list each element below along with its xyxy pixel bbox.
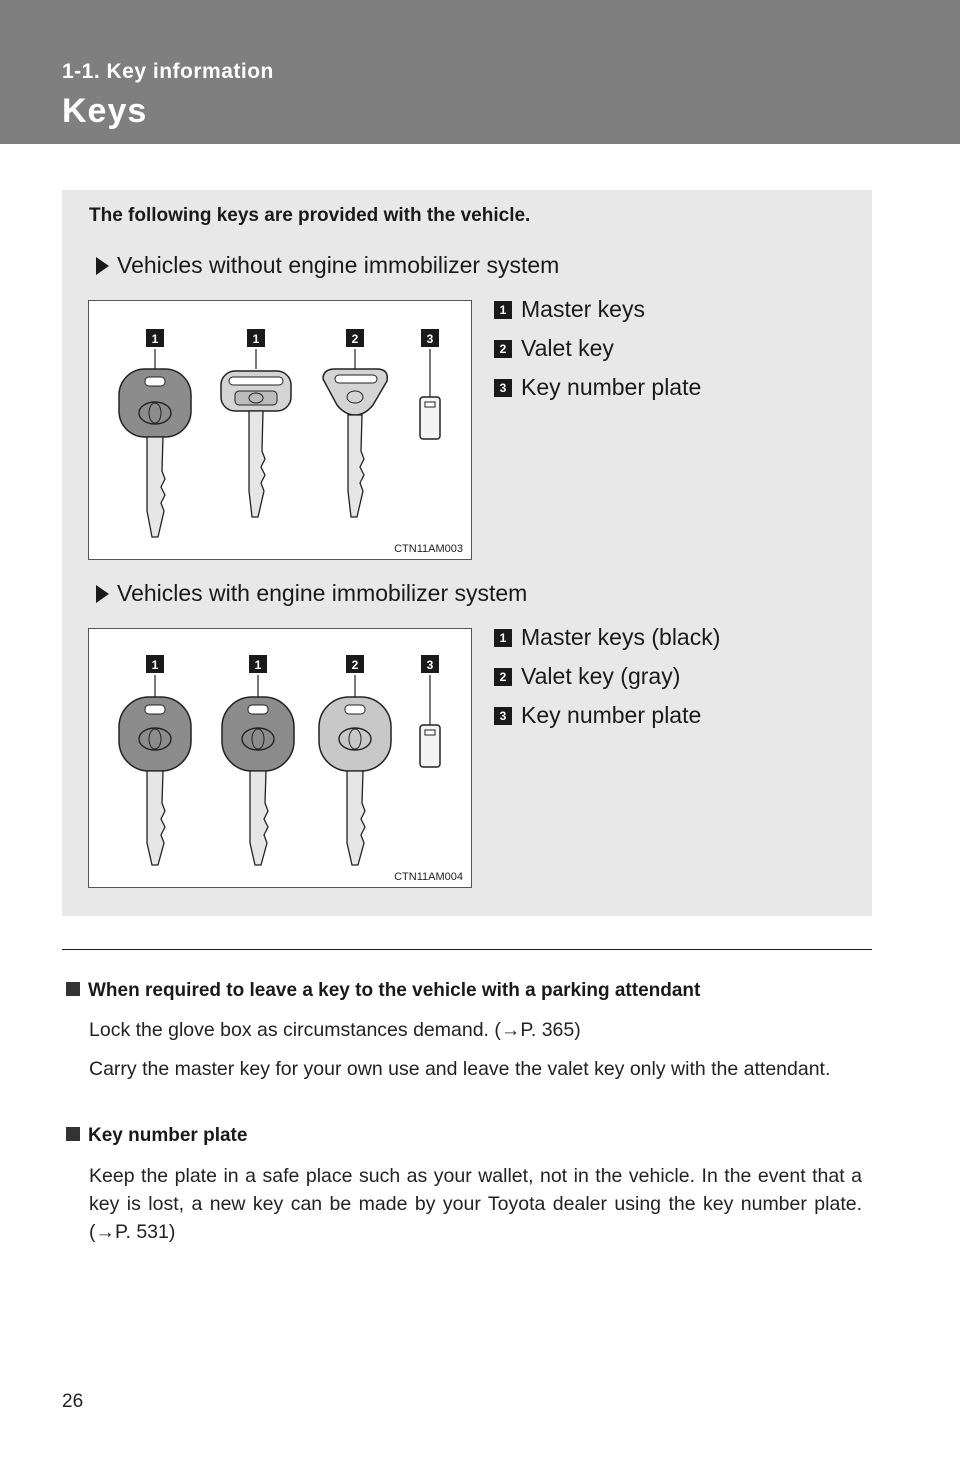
variant-label-text: Vehicles with engine immobilizer system xyxy=(117,580,528,606)
number-badge-icon: 3 xyxy=(494,707,512,725)
chapter-header xyxy=(0,0,960,144)
legend-with-immobilizer xyxy=(494,618,720,735)
legend-item xyxy=(494,657,720,696)
legend-text: Valet key xyxy=(521,335,614,361)
svg-text:3: 3 xyxy=(426,332,434,346)
legend-without-immobilizer xyxy=(494,290,701,407)
square-bullet-icon xyxy=(66,982,80,996)
callout-1b xyxy=(247,329,265,369)
master-key-flat-icon xyxy=(221,371,291,517)
number-badge-icon: 1 xyxy=(494,301,512,319)
keys-illustration xyxy=(89,301,473,561)
pointer-arrow-icon xyxy=(96,257,109,275)
number-badge-icon: 1 xyxy=(494,629,512,647)
number-badge-icon: 2 xyxy=(494,668,512,686)
master-key-icon xyxy=(119,369,191,537)
callout-3 xyxy=(421,329,439,397)
svg-text:3: 3 xyxy=(426,658,434,672)
legend-text: Key number plate xyxy=(521,374,702,400)
variant-label-text: Vehicles without engine immobilizer system xyxy=(117,252,560,278)
page-title: Keys xyxy=(62,92,148,130)
callout-1b xyxy=(249,655,267,697)
legend-text: Key number plate xyxy=(521,702,702,728)
section-divider xyxy=(62,949,872,950)
note-paragraph: Carry the master key for your own use and leave the valet key only with the attendant. xyxy=(89,1058,831,1080)
legend-item xyxy=(494,618,720,657)
svg-text:1: 1 xyxy=(252,332,260,346)
figure-code: CTN11AM003 xyxy=(394,543,463,555)
pointer-arrow-icon xyxy=(96,585,109,603)
callout-1a xyxy=(146,655,164,697)
square-bullet-icon xyxy=(66,1127,80,1141)
svg-text:1: 1 xyxy=(254,658,262,672)
legend-text: Valet key (gray) xyxy=(521,663,681,689)
note-heading-text: Key number plate xyxy=(88,1125,248,1146)
note-heading-key-number-plate xyxy=(66,1125,247,1147)
svg-text:1: 1 xyxy=(151,332,159,346)
callout-1a xyxy=(146,329,164,371)
key-figure-with-immobilizer xyxy=(88,628,472,888)
note-heading-text: When required to leave a key to the vehicle with a parking attendant xyxy=(88,980,701,1001)
callout-3 xyxy=(421,655,439,725)
legend-item xyxy=(494,696,720,735)
master-key-black-icon xyxy=(222,697,294,865)
key-figure-without-immobilizer xyxy=(88,300,472,560)
intro-text: The following keys are provided with the vehicle. xyxy=(89,205,531,226)
valet-key-icon xyxy=(323,369,387,517)
callout-2 xyxy=(346,329,364,369)
legend-item xyxy=(494,290,701,329)
callout-2 xyxy=(346,655,364,697)
legend-text: Master keys (black) xyxy=(521,624,721,650)
page-number: 26 xyxy=(62,1391,84,1412)
section-label: 1-1. Key information xyxy=(62,60,274,83)
key-number-plate-icon xyxy=(420,725,440,767)
note-heading-parking-attendant xyxy=(66,980,700,1002)
svg-text:1: 1 xyxy=(151,658,159,672)
figure-code: CTN11AM004 xyxy=(394,871,463,883)
number-badge-icon: 3 xyxy=(494,379,512,397)
legend-text: Master keys xyxy=(521,296,645,322)
keys-illustration xyxy=(89,629,473,889)
valet-key-gray-icon xyxy=(319,697,391,865)
note-paragraph: Lock the glove box as circumstances demand. (→P. 365) xyxy=(89,1019,581,1041)
number-badge-icon: 2 xyxy=(494,340,512,358)
legend-item xyxy=(494,329,701,368)
variant-label-without-immobilizer xyxy=(96,252,559,279)
master-key-black-icon xyxy=(119,697,191,865)
legend-item xyxy=(494,368,701,407)
svg-text:2: 2 xyxy=(351,332,359,346)
note-paragraph: Keep the plate in a safe place such as your wallet, not in the vehicle. In the event that a key is lost, a new key can be made by your Toyota dealer using the key number plate. (→P. 531) xyxy=(89,1165,862,1243)
key-number-plate-icon xyxy=(420,397,440,439)
variant-label-with-immobilizer xyxy=(96,580,527,607)
svg-text:2: 2 xyxy=(351,658,359,672)
